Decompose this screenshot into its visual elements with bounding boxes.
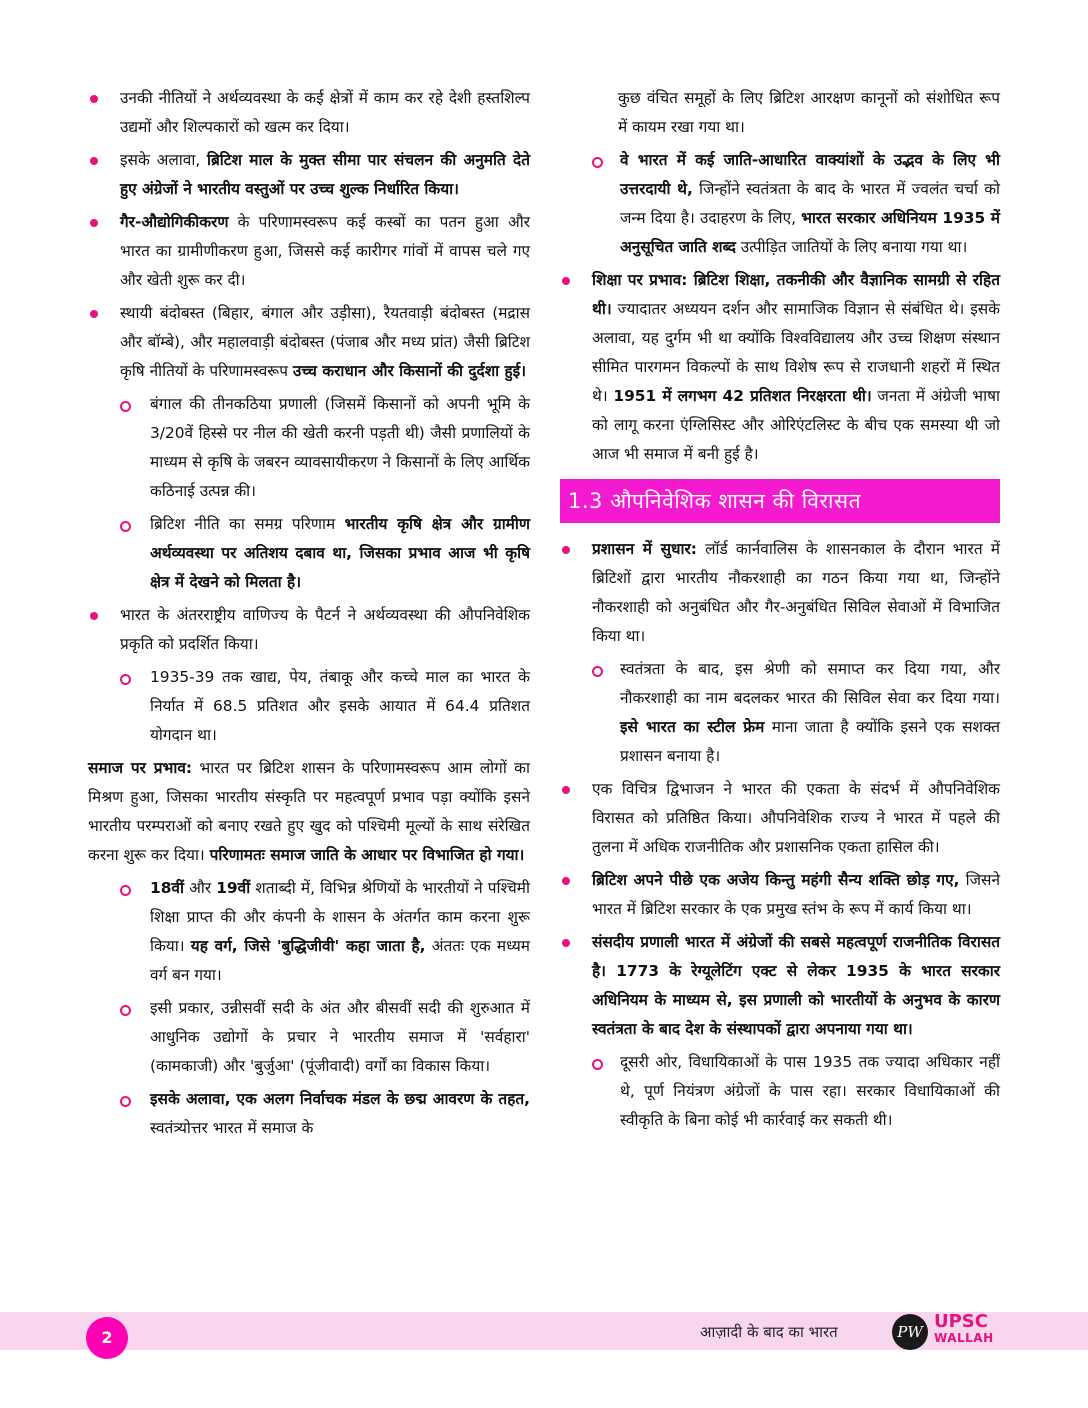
continued-text: कुछ वंचित समूहों के लिए ब्रिटिश आरक्षण कानूनों को संशोधित रूप में कायम रखा गया था। [618, 89, 1000, 136]
bullet-agrarian-policies: स्थायी बंदोबस्त (बिहार, बंगाल और उड़ीसा), रैयतवाड़ी बंदोबस्त (मद्रास और बॉम्बे), और महालवाड़ी बंदोबस्त (पंजाब और मध्य प्रांत) जैसी ब्रिटिश कृषि नीतियों के परिणामस्वरूप उच्च कराधान और किसानों की दुर्दशा हुई। [88, 299, 530, 386]
subbullet-separate-electorate: इसके अलावा, एक अलग निर्वाचक मंडल के छद्म आवरण के तहत, स्वतंत्र्योत्तर भारत में समाज के [88, 1085, 530, 1143]
pw-logo-icon: PW [892, 1314, 928, 1350]
bullet-education-impact: शिक्षा पर प्रभाव: ब्रिटिश शिक्षा, तकनीकी और वैज्ञानिक सामग्री से रहित थी। ज्यादातर अध्ययन दर्शन और सामाजिक विज्ञान से संबंधित थे। इसके अलावा, यह दुर्गम भी था क्योंकि विश्वविद्यालय और उच्च शिक्षण संस्थान सीमित पारगमन विकल्पों के साथ विशेष रूप से राजधानी शहरों में स्थित थे। 1951 में लगभग 42 प्रतिशत निरक्षरता थी। जनता में अंग्रेजी भाषा को लागू करना एंग्लिसिस्ट और ओरिएंटलिस्ट के बीच एक समस्या थी जो आज भी समाज में बनी हुई है। [560, 266, 1000, 469]
bullet-admin-reform: प्रशासन में सुधार: लॉर्ड कार्नवालिस के शासनकाल के दौरान भारत में ब्रिटिशों द्वारा भारतीय नौकरशाही का गठन किया गया था, जिन्होंने नौकरशाही को अनुबंधित और गैर-अनुबंधित सिविल सेवाओं में विभाजित किया था। [560, 535, 1000, 651]
subbullet-overall-result: ब्रिटिश नीति का समग्र परिणाम भारतीय कृषि क्षेत्र और ग्रामीण अर्थव्यवस्था पर अतिशय दबाव था, जिसका प्रभाव आज भी कृषि क्षेत्र में देखने को मिलता है। [88, 510, 530, 597]
subbullet-steel-frame: स्वतंत्रता के बाद, इस श्रेणी को समाप्त कर दिया गया, और नौकरशाही का नाम बदलकर भारत की सिविल सेवा कर दिया गया। इसे भारत का स्टील फ्रेम माना जाता है क्योंकि इसने एक सशक्त प्रशासन बनाया है। [560, 655, 1000, 771]
subbullet-tinkathia: बंगाल की तीनकठिया प्रणाली (जिसमें किसानों को अपनी भूमि के 3/20वें हिस्से पर नील की खेती करनी पड़ती थी) जैसी प्रणालियों के माध्यम से कृषि के जबरन व्यावसायीकरण ने किसानों के लिए आर्थिक कठिनाई उत्पन्न की। [88, 390, 530, 506]
bullet-dichotomy: एक विचित्र द्विभाजन ने भारत की एकता के संदर्भ में औपनिवेशिक विरासत को प्रतिष्ठित किया। औपनिवेशिक राज्य ने भारत में पहले की तुलना में अधिक राजनीतिक और प्रशासनिक एकता हासिल की। [560, 775, 1000, 862]
subbullet-legislatures: दूसरी ओर, विधायिकाओं के पास 1935 तक ज्यादा अधिकार नहीं थे, पूर्ण नियंत्रण अंग्रेजों के पास रहा। सरकार विधायिकाओं की स्वीकृति के बिना कोई भी कार्रवाई कर सकती थी। [560, 1048, 1000, 1135]
right-column [560, 84, 1000, 1139]
bullet-deindustrialization: गैर-औद्योगिकीकरण के परिणामस्वरूप कई कस्बों का पतन हुआ और भारत का ग्रामीणीकरण हुआ, जिससे कई कारीगर गांवों में वापस चले गए और खेती शुरू कर दी। [88, 208, 530, 295]
logo-upsc-text: UPSC [934, 1311, 988, 1332]
subbullet-proletariat: इसी प्रकार, उन्नीसवीं सदी के अंत और बीसवीं सदी की शुरुआत में आधुनिक उद्योगों के प्रचार ने भारतीय समाज में 'सर्वहारा' (कामकाजी) और 'बुर्जुआ' (पूंजीवादी) वर्गों का विकास किया। [88, 994, 530, 1081]
section-heading: 1.3 औपनिवेशिक शासन की विरासत [560, 479, 1000, 523]
bullet-british-goods: इसके अलावा, ब्रिटिश माल के मुक्त सीमा पार संचलन की अनुमति देते हुए अंग्रेजों ने भारतीय वस्तुओं पर उच्च शुल्क निर्धारित किया। [88, 146, 530, 204]
subbullet-intellectuals: 18वीं और 19वीं शताब्दी में, विभिन्न श्रेणियों के भारतीयों ने पश्चिमी शिक्षा प्राप्त की और कंपनी के शासन के अंतर्गत काम करना शुरू किया। यह वर्ग, जिसे 'बुद्धिजीवी' कहा जाता है, अंततः एक मध्यम वर्ग बन गया। [88, 874, 530, 990]
footer-book-title: आज़ादी के बाद का भारत [700, 1323, 838, 1341]
logo-wallah-text: WALLAH [934, 1331, 994, 1345]
paragraph-society-impact: समाज पर प्रभाव: भारत पर ब्रिटिश शासन के परिणामस्वरूप आम लोगों का मिश्रण हुआ, जिसका भारतीय संस्कृति पर महत्वपूर्ण प्रभाव पड़ा क्योंकि इसने भारतीय परम्पराओं को बनाए रखते हुए खुद को पश्चिमी मूल्यों के साथ संरेखित करना शुरू कर दिया। परिणामतः समाज जाति के आधार पर विभाजित हो गया। [88, 759, 530, 864]
page-number-badge: 2 [86, 1317, 128, 1359]
bullet-international-trade: भारत के अंतरराष्ट्रीय वाणिज्य के पैटर्न ने अर्थव्यवस्था की औपनिवेशिक प्रकृति को प्रदर्शित किया। [88, 601, 530, 659]
bullet-handicraft: उनकी नीतियों ने अर्थव्यवस्था के कई क्षेत्रों में काम कर रहे देशी हस्तशिल्प उद्यमों और शिल्पकारों को खत्म कर दिया। [88, 84, 530, 142]
left-column [88, 84, 530, 1147]
subbullet-export-import: 1935-39 तक खाद्य, पेय, तंबाकू और कच्चे माल का भारत के निर्यात में 68.5 प्रतिशत और इसके आयात में 64.4 प्रतिशत योगदान था। [88, 663, 530, 750]
bullet-military-power: ब्रिटिश अपने पीछे एक अजेय किन्तु महंगी सैन्य शक्ति छोड़ गए, जिसने भारत में ब्रिटिश सरकार के एक प्रमुख स्तंभ के रूप में कार्य किया था। [560, 866, 1000, 924]
subbullet-caste-phrases: वे भारत में कई जाति-आधारित वाक्यांशों के उद्भव के लिए भी उत्तरदायी थे, जिन्होंने स्वतंत्रता के बाद के भारत में ज्वलंत चर्चा को जन्म दिया है। उदाहरण के लिए, भारत सरकार अधिनियम 1935 में अनुसूचित जाति शब्द उत्पीड़ित जातियों के लिए बनाया गया था। [560, 146, 1000, 262]
bullet-parliamentary-system: संसदीय प्रणाली भारत में अंग्रेजों की सबसे महत्वपूर्ण राजनीतिक विरासत है। 1773 के रेग्यूलेटिंग एक्ट से लेकर 1935 के भारत सरकार अधिनियम के माध्यम से, इस प्रणाली को भारतीयों के अनुभव के कारण स्वतंत्रता के बाद देश के संस्थापकों द्वारा अपनाया गया था। [560, 928, 1000, 1044]
